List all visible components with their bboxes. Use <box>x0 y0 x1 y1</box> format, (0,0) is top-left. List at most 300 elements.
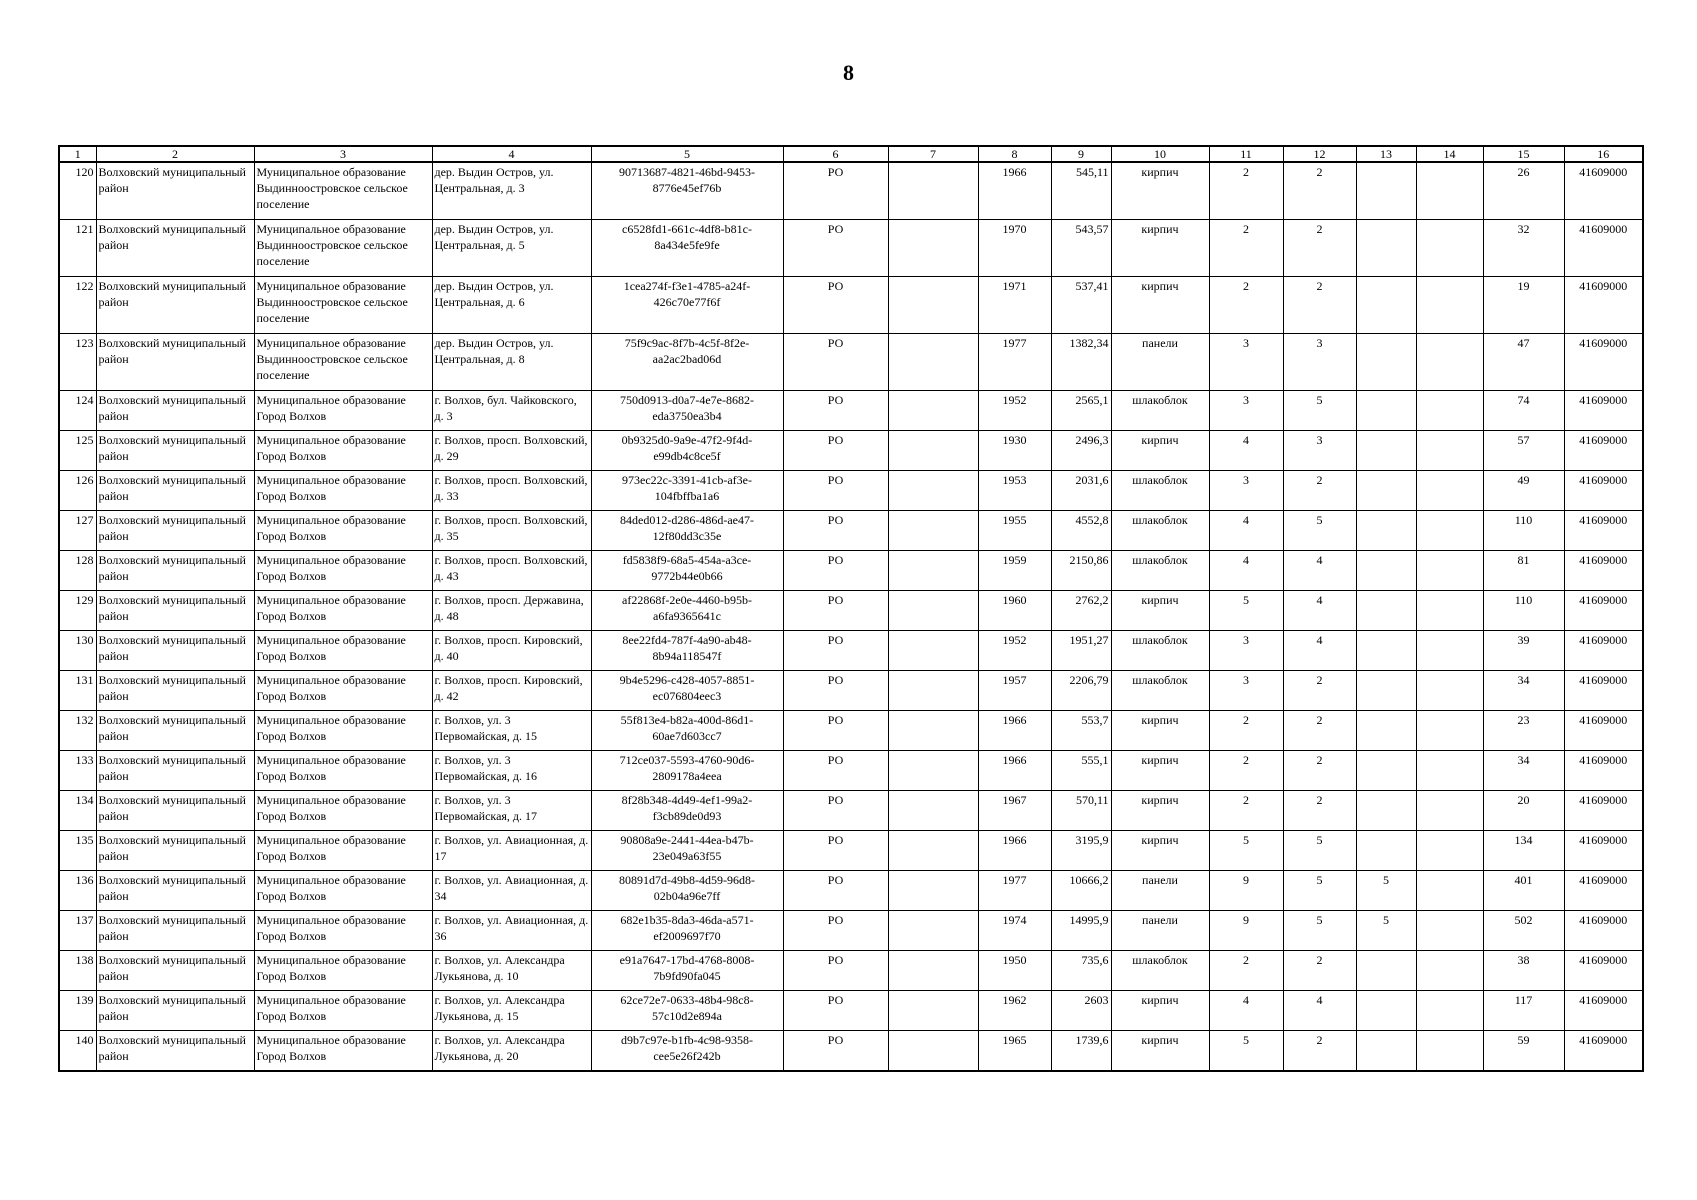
cell-residents: 23 <box>1483 711 1564 751</box>
cell-management: РО <box>783 671 888 711</box>
cell-col-14 <box>1416 162 1483 220</box>
cell-col-14 <box>1416 277 1483 334</box>
cell-municipality: Муниципальное образование Город Волхов <box>254 671 432 711</box>
cell-municipality: Муниципальное образование Город Волхов <box>254 551 432 591</box>
cell-residents: 34 <box>1483 671 1564 711</box>
cell-area: 2565,1 <box>1051 391 1111 431</box>
cell-year-built: 1977 <box>978 334 1051 391</box>
cell-district: Волховский муниципальный район <box>96 871 254 911</box>
column-number-header-row <box>59 146 1643 162</box>
column-header-16: 16 <box>1564 146 1643 162</box>
cell-management: РО <box>783 831 888 871</box>
cell-municipality: Муниципальное образование Город Волхов <box>254 511 432 551</box>
cell-col-13 <box>1356 791 1416 831</box>
cell-floors: 2 <box>1209 951 1283 991</box>
cell-col-7 <box>888 791 978 831</box>
cell-district: Волховский муниципальный район <box>96 951 254 991</box>
cell-entrances: 5 <box>1283 871 1356 911</box>
column-header-3: 3 <box>254 146 432 162</box>
cell-management: РО <box>783 511 888 551</box>
cell-floors: 2 <box>1209 751 1283 791</box>
cell-col-13: 5 <box>1356 871 1416 911</box>
cell-col-7 <box>888 831 978 871</box>
cell-year-built: 1930 <box>978 431 1051 471</box>
cell-address: дер. Выдин Остров, ул. Центральная, д. 5 <box>432 220 591 277</box>
cell-guid: 62ce72e7-0633-48b4-98c8-57c10d2e894a <box>591 991 783 1031</box>
cell-oktmo-code: 41609000 <box>1564 911 1643 951</box>
table-row <box>59 431 1643 471</box>
cell-col-7 <box>888 391 978 431</box>
cell-residents: 57 <box>1483 431 1564 471</box>
cell-guid: 8ee22fd4-787f-4a90-ab48-8b94a118547f <box>591 631 783 671</box>
cell-area: 2150,86 <box>1051 551 1111 591</box>
cell-address: г. Волхов, просп. Волховский, д. 35 <box>432 511 591 551</box>
column-header-5: 5 <box>591 146 783 162</box>
cell-floors: 2 <box>1209 791 1283 831</box>
cell-entrances: 2 <box>1283 711 1356 751</box>
cell-oktmo-code: 41609000 <box>1564 791 1643 831</box>
table-row <box>59 391 1643 431</box>
cell-oktmo-code: 41609000 <box>1564 711 1643 751</box>
cell-col-13 <box>1356 671 1416 711</box>
cell-address: г. Волхов, просп. Волховский, д. 29 <box>432 431 591 471</box>
cell-oktmo-code: 41609000 <box>1564 431 1643 471</box>
table-row <box>59 591 1643 631</box>
cell-management: РО <box>783 1031 888 1072</box>
cell-district: Волховский муниципальный район <box>96 511 254 551</box>
cell-col-7 <box>888 162 978 220</box>
cell-district: Волховский муниципальный район <box>96 162 254 220</box>
column-header-12: 12 <box>1283 146 1356 162</box>
cell-wall-material: шлакоблок <box>1111 511 1209 551</box>
cell-municipality: Муниципальное образование Выдинноостровское сельское поселение <box>254 162 432 220</box>
cell-col-7 <box>888 334 978 391</box>
cell-entrances: 4 <box>1283 591 1356 631</box>
cell-col-7 <box>888 511 978 551</box>
column-header-11: 11 <box>1209 146 1283 162</box>
cell-floors: 9 <box>1209 911 1283 951</box>
table-row <box>59 1031 1643 1072</box>
cell-year-built: 1962 <box>978 991 1051 1031</box>
cell-oktmo-code: 41609000 <box>1564 511 1643 551</box>
table-row <box>59 831 1643 871</box>
cell-wall-material: кирпич <box>1111 591 1209 631</box>
cell-col-14 <box>1416 631 1483 671</box>
cell-area: 545,11 <box>1051 162 1111 220</box>
cell-address: г. Волхов, просп. Волховский, д. 43 <box>432 551 591 591</box>
cell-guid: 75f9c9ac-8f7b-4c5f-8f2e-aa2ac2bad06d <box>591 334 783 391</box>
cell-oktmo-code: 41609000 <box>1564 1031 1643 1072</box>
table-row <box>59 871 1643 911</box>
cell-management: РО <box>783 391 888 431</box>
cell-management: РО <box>783 791 888 831</box>
cell-col-14 <box>1416 991 1483 1031</box>
cell-area: 543,57 <box>1051 220 1111 277</box>
cell-district: Волховский муниципальный район <box>96 791 254 831</box>
table-row <box>59 671 1643 711</box>
cell-col-13 <box>1356 831 1416 871</box>
cell-entrances: 2 <box>1283 471 1356 511</box>
column-header-14: 14 <box>1416 146 1483 162</box>
cell-wall-material: кирпич <box>1111 162 1209 220</box>
column-header-9: 9 <box>1051 146 1111 162</box>
cell-address: г. Волхов, просп. Державина, д. 48 <box>432 591 591 631</box>
cell-management: РО <box>783 220 888 277</box>
cell-oktmo-code: 41609000 <box>1564 391 1643 431</box>
cell-municipality: Муниципальное образование Выдинноостровское сельское поселение <box>254 334 432 391</box>
cell-residents: 117 <box>1483 991 1564 1031</box>
cell-year-built: 1966 <box>978 831 1051 871</box>
cell-row-number: 138 <box>59 951 96 991</box>
table-row <box>59 220 1643 277</box>
cell-col-13 <box>1356 277 1416 334</box>
cell-col-7 <box>888 631 978 671</box>
cell-guid: 84ded012-d286-486d-ae47-12f80dd3c35e <box>591 511 783 551</box>
cell-area: 570,11 <box>1051 791 1111 831</box>
cell-district: Волховский муниципальный район <box>96 334 254 391</box>
cell-management: РО <box>783 751 888 791</box>
cell-address: г. Волхов, ул. Авиационная, д. 36 <box>432 911 591 951</box>
cell-area: 1382,34 <box>1051 334 1111 391</box>
cell-col-7 <box>888 711 978 751</box>
cell-wall-material: кирпич <box>1111 751 1209 791</box>
cell-year-built: 1974 <box>978 911 1051 951</box>
cell-col-14 <box>1416 591 1483 631</box>
cell-floors: 5 <box>1209 1031 1283 1072</box>
cell-guid: 682e1b35-8da3-46da-a571-ef2009697f70 <box>591 911 783 951</box>
cell-district: Волховский муниципальный район <box>96 277 254 334</box>
cell-floors: 4 <box>1209 511 1283 551</box>
cell-floors: 5 <box>1209 591 1283 631</box>
cell-floors: 2 <box>1209 277 1283 334</box>
cell-oktmo-code: 41609000 <box>1564 951 1643 991</box>
cell-area: 1739,6 <box>1051 1031 1111 1072</box>
cell-municipality: Муниципальное образование Город Волхов <box>254 751 432 791</box>
cell-guid: c6528fd1-661c-4df8-b81c-8a434e5fe9fe <box>591 220 783 277</box>
cell-area: 2762,2 <box>1051 591 1111 631</box>
cell-residents: 134 <box>1483 831 1564 871</box>
cell-oktmo-code: 41609000 <box>1564 277 1643 334</box>
cell-row-number: 120 <box>59 162 96 220</box>
cell-oktmo-code: 41609000 <box>1564 871 1643 911</box>
cell-col-13 <box>1356 551 1416 591</box>
cell-area: 537,41 <box>1051 277 1111 334</box>
column-header-10: 10 <box>1111 146 1209 162</box>
cell-municipality: Муниципальное образование Город Волхов <box>254 711 432 751</box>
cell-row-number: 140 <box>59 1031 96 1072</box>
cell-area: 2496,3 <box>1051 431 1111 471</box>
cell-col-13 <box>1356 391 1416 431</box>
cell-year-built: 1965 <box>978 1031 1051 1072</box>
cell-col-13 <box>1356 511 1416 551</box>
cell-year-built: 1952 <box>978 391 1051 431</box>
cell-area: 2603 <box>1051 991 1111 1031</box>
cell-col-13 <box>1356 162 1416 220</box>
cell-col-7 <box>888 551 978 591</box>
cell-floors: 3 <box>1209 631 1283 671</box>
cell-col-13 <box>1356 471 1416 511</box>
cell-residents: 59 <box>1483 1031 1564 1072</box>
cell-oktmo-code: 41609000 <box>1564 471 1643 511</box>
cell-col-14 <box>1416 1031 1483 1072</box>
cell-oktmo-code: 41609000 <box>1564 671 1643 711</box>
column-header-2: 2 <box>96 146 254 162</box>
cell-municipality: Муниципальное образование Город Волхов <box>254 591 432 631</box>
cell-row-number: 135 <box>59 831 96 871</box>
cell-address: г. Волхов, просп. Кировский, д. 42 <box>432 671 591 711</box>
cell-management: РО <box>783 951 888 991</box>
column-header-13: 13 <box>1356 146 1416 162</box>
cell-col-7 <box>888 471 978 511</box>
cell-wall-material: шлакоблок <box>1111 631 1209 671</box>
cell-col-13 <box>1356 1031 1416 1072</box>
cell-guid: 90713687-4821-46bd-9453-8776e45ef76b <box>591 162 783 220</box>
cell-row-number: 124 <box>59 391 96 431</box>
cell-row-number: 139 <box>59 991 96 1031</box>
cell-guid: 80891d7d-49b8-4d59-96d8-02b04a96e7ff <box>591 871 783 911</box>
cell-residents: 74 <box>1483 391 1564 431</box>
cell-address: г. Волхов, ул. Александра Лукьянова, д. 20 <box>432 1031 591 1072</box>
cell-col-7 <box>888 671 978 711</box>
cell-guid: 90808a9e-2441-44ea-b47b-23e049a63f55 <box>591 831 783 871</box>
cell-address: дер. Выдин Остров, ул. Центральная, д. 6 <box>432 277 591 334</box>
housing-registry-table <box>58 145 1644 1072</box>
cell-management: РО <box>783 471 888 511</box>
cell-municipality: Муниципальное образование Город Волхов <box>254 951 432 991</box>
cell-floors: 5 <box>1209 831 1283 871</box>
cell-year-built: 1957 <box>978 671 1051 711</box>
cell-area: 555,1 <box>1051 751 1111 791</box>
cell-entrances: 2 <box>1283 791 1356 831</box>
cell-year-built: 1950 <box>978 951 1051 991</box>
cell-wall-material: шлакоблок <box>1111 471 1209 511</box>
cell-residents: 47 <box>1483 334 1564 391</box>
table-row <box>59 471 1643 511</box>
cell-col-7 <box>888 220 978 277</box>
cell-row-number: 126 <box>59 471 96 511</box>
cell-address: г. Волхов, бул. Чайковского, д. 3 <box>432 391 591 431</box>
cell-residents: 110 <box>1483 591 1564 631</box>
cell-floors: 9 <box>1209 871 1283 911</box>
cell-col-7 <box>888 277 978 334</box>
cell-address: г. Волхов, ул. Александра Лукьянова, д. 15 <box>432 991 591 1031</box>
cell-district: Волховский муниципальный район <box>96 551 254 591</box>
cell-row-number: 136 <box>59 871 96 911</box>
cell-row-number: 134 <box>59 791 96 831</box>
cell-row-number: 129 <box>59 591 96 631</box>
cell-entrances: 2 <box>1283 220 1356 277</box>
cell-management: РО <box>783 991 888 1031</box>
cell-floors: 2 <box>1209 220 1283 277</box>
cell-row-number: 137 <box>59 911 96 951</box>
cell-row-number: 132 <box>59 711 96 751</box>
cell-residents: 81 <box>1483 551 1564 591</box>
cell-wall-material: панели <box>1111 871 1209 911</box>
cell-guid: 55f813e4-b82a-400d-86d1-60ae7d603cc7 <box>591 711 783 751</box>
cell-row-number: 131 <box>59 671 96 711</box>
cell-district: Волховский муниципальный район <box>96 991 254 1031</box>
cell-floors: 4 <box>1209 431 1283 471</box>
cell-area: 2206,79 <box>1051 671 1111 711</box>
cell-municipality: Муниципальное образование Город Волхов <box>254 831 432 871</box>
cell-guid: fd5838f9-68a5-454a-a3ce-9772b44e0b66 <box>591 551 783 591</box>
cell-oktmo-code: 41609000 <box>1564 162 1643 220</box>
cell-floors: 3 <box>1209 471 1283 511</box>
cell-col-14 <box>1416 334 1483 391</box>
cell-floors: 4 <box>1209 991 1283 1031</box>
cell-guid: 8f28b348-4d49-4ef1-99a2-f3cb89de0d93 <box>591 791 783 831</box>
cell-col-14 <box>1416 511 1483 551</box>
cell-residents: 19 <box>1483 277 1564 334</box>
cell-district: Волховский муниципальный район <box>96 1031 254 1072</box>
cell-col-7 <box>888 591 978 631</box>
cell-wall-material: кирпич <box>1111 711 1209 751</box>
cell-district: Волховский муниципальный район <box>96 591 254 631</box>
cell-col-14 <box>1416 431 1483 471</box>
cell-area: 14995,9 <box>1051 911 1111 951</box>
table-row <box>59 791 1643 831</box>
cell-col-14 <box>1416 831 1483 871</box>
cell-district: Волховский муниципальный район <box>96 911 254 951</box>
cell-municipality: Муниципальное образование Город Волхов <box>254 391 432 431</box>
cell-management: РО <box>783 631 888 671</box>
cell-entrances: 5 <box>1283 911 1356 951</box>
cell-wall-material: кирпич <box>1111 220 1209 277</box>
cell-guid: e91a7647-17bd-4768-8008-7b9fd90fa045 <box>591 951 783 991</box>
cell-year-built: 1953 <box>978 471 1051 511</box>
cell-guid: af22868f-2e0e-4460-b95b-a6fa9365641c <box>591 591 783 631</box>
cell-wall-material: шлакоблок <box>1111 951 1209 991</box>
cell-entrances: 5 <box>1283 831 1356 871</box>
cell-col-7 <box>888 431 978 471</box>
cell-col-7 <box>888 951 978 991</box>
cell-wall-material: кирпич <box>1111 431 1209 471</box>
table-body <box>59 146 1643 1071</box>
cell-col-13 <box>1356 751 1416 791</box>
cell-guid: 750d0913-d0a7-4e7e-8682-eda3750ea3b4 <box>591 391 783 431</box>
cell-col-14 <box>1416 671 1483 711</box>
cell-col-7 <box>888 1031 978 1072</box>
table-row <box>59 951 1643 991</box>
cell-area: 553,7 <box>1051 711 1111 751</box>
cell-oktmo-code: 41609000 <box>1564 631 1643 671</box>
cell-wall-material: кирпич <box>1111 791 1209 831</box>
cell-oktmo-code: 41609000 <box>1564 591 1643 631</box>
table-row <box>59 751 1643 791</box>
cell-col-13 <box>1356 951 1416 991</box>
cell-floors: 3 <box>1209 391 1283 431</box>
cell-col-14 <box>1416 471 1483 511</box>
column-header-8: 8 <box>978 146 1051 162</box>
cell-guid: 973ec22c-3391-41cb-af3e-104fbffba1a6 <box>591 471 783 511</box>
cell-col-14 <box>1416 220 1483 277</box>
cell-col-14 <box>1416 391 1483 431</box>
cell-year-built: 1966 <box>978 162 1051 220</box>
table-row <box>59 631 1643 671</box>
cell-residents: 49 <box>1483 471 1564 511</box>
cell-municipality: Муниципальное образование Выдинноостровское сельское поселение <box>254 220 432 277</box>
cell-row-number: 121 <box>59 220 96 277</box>
cell-district: Волховский муниципальный район <box>96 220 254 277</box>
cell-address: г. Волхов, ул. 3 Первомайская, д. 15 <box>432 711 591 751</box>
cell-year-built: 1967 <box>978 791 1051 831</box>
cell-entrances: 2 <box>1283 951 1356 991</box>
cell-residents: 20 <box>1483 791 1564 831</box>
cell-oktmo-code: 41609000 <box>1564 991 1643 1031</box>
cell-residents: 502 <box>1483 911 1564 951</box>
cell-municipality: Муниципальное образование Город Волхов <box>254 791 432 831</box>
cell-area: 10666,2 <box>1051 871 1111 911</box>
cell-oktmo-code: 41609000 <box>1564 551 1643 591</box>
cell-oktmo-code: 41609000 <box>1564 831 1643 871</box>
cell-management: РО <box>783 277 888 334</box>
cell-management: РО <box>783 334 888 391</box>
cell-col-13 <box>1356 220 1416 277</box>
cell-management: РО <box>783 911 888 951</box>
cell-col-14 <box>1416 551 1483 591</box>
cell-guid: 712ce037-5593-4760-90d6-2809178a4eea <box>591 751 783 791</box>
cell-district: Волховский муниципальный район <box>96 671 254 711</box>
cell-oktmo-code: 41609000 <box>1564 751 1643 791</box>
column-header-7: 7 <box>888 146 978 162</box>
cell-entrances: 2 <box>1283 751 1356 791</box>
cell-wall-material: кирпич <box>1111 831 1209 871</box>
cell-entrances: 5 <box>1283 391 1356 431</box>
cell-address: г. Волхов, ул. Авиационная, д. 34 <box>432 871 591 911</box>
cell-entrances: 4 <box>1283 551 1356 591</box>
cell-col-13: 5 <box>1356 911 1416 951</box>
cell-district: Волховский муниципальный район <box>96 751 254 791</box>
cell-entrances: 2 <box>1283 671 1356 711</box>
cell-entrances: 4 <box>1283 631 1356 671</box>
cell-address: г. Волхов, ул. Александра Лукьянова, д. 10 <box>432 951 591 991</box>
cell-col-7 <box>888 911 978 951</box>
cell-entrances: 5 <box>1283 511 1356 551</box>
table-row <box>59 911 1643 951</box>
cell-area: 1951,27 <box>1051 631 1111 671</box>
cell-residents: 401 <box>1483 871 1564 911</box>
cell-guid: d9b7c97e-b1fb-4c98-9358-cee5e26f242b <box>591 1031 783 1072</box>
cell-address: г. Волхов, ул. Авиационная, д. 17 <box>432 831 591 871</box>
cell-district: Волховский муниципальный район <box>96 431 254 471</box>
cell-col-7 <box>888 991 978 1031</box>
cell-municipality: Муниципальное образование Выдинноостровское сельское поселение <box>254 277 432 334</box>
cell-area: 735,6 <box>1051 951 1111 991</box>
cell-row-number: 130 <box>59 631 96 671</box>
cell-col-13 <box>1356 334 1416 391</box>
cell-year-built: 1970 <box>978 220 1051 277</box>
cell-floors: 3 <box>1209 334 1283 391</box>
cell-district: Волховский муниципальный район <box>96 391 254 431</box>
cell-entrances: 2 <box>1283 1031 1356 1072</box>
page-number: 8 <box>843 60 854 85</box>
cell-row-number: 128 <box>59 551 96 591</box>
cell-wall-material: кирпич <box>1111 277 1209 334</box>
cell-row-number: 127 <box>59 511 96 551</box>
cell-entrances: 2 <box>1283 162 1356 220</box>
cell-municipality: Муниципальное образование Город Волхов <box>254 871 432 911</box>
cell-address: г. Волхов, просп. Волховский, д. 33 <box>432 471 591 511</box>
cell-wall-material: кирпич <box>1111 991 1209 1031</box>
cell-municipality: Муниципальное образование Город Волхов <box>254 431 432 471</box>
cell-year-built: 1959 <box>978 551 1051 591</box>
cell-wall-material: шлакоблок <box>1111 391 1209 431</box>
cell-wall-material: кирпич <box>1111 1031 1209 1072</box>
cell-col-13 <box>1356 591 1416 631</box>
cell-col-14 <box>1416 711 1483 751</box>
cell-district: Волховский муниципальный район <box>96 831 254 871</box>
cell-row-number: 133 <box>59 751 96 791</box>
